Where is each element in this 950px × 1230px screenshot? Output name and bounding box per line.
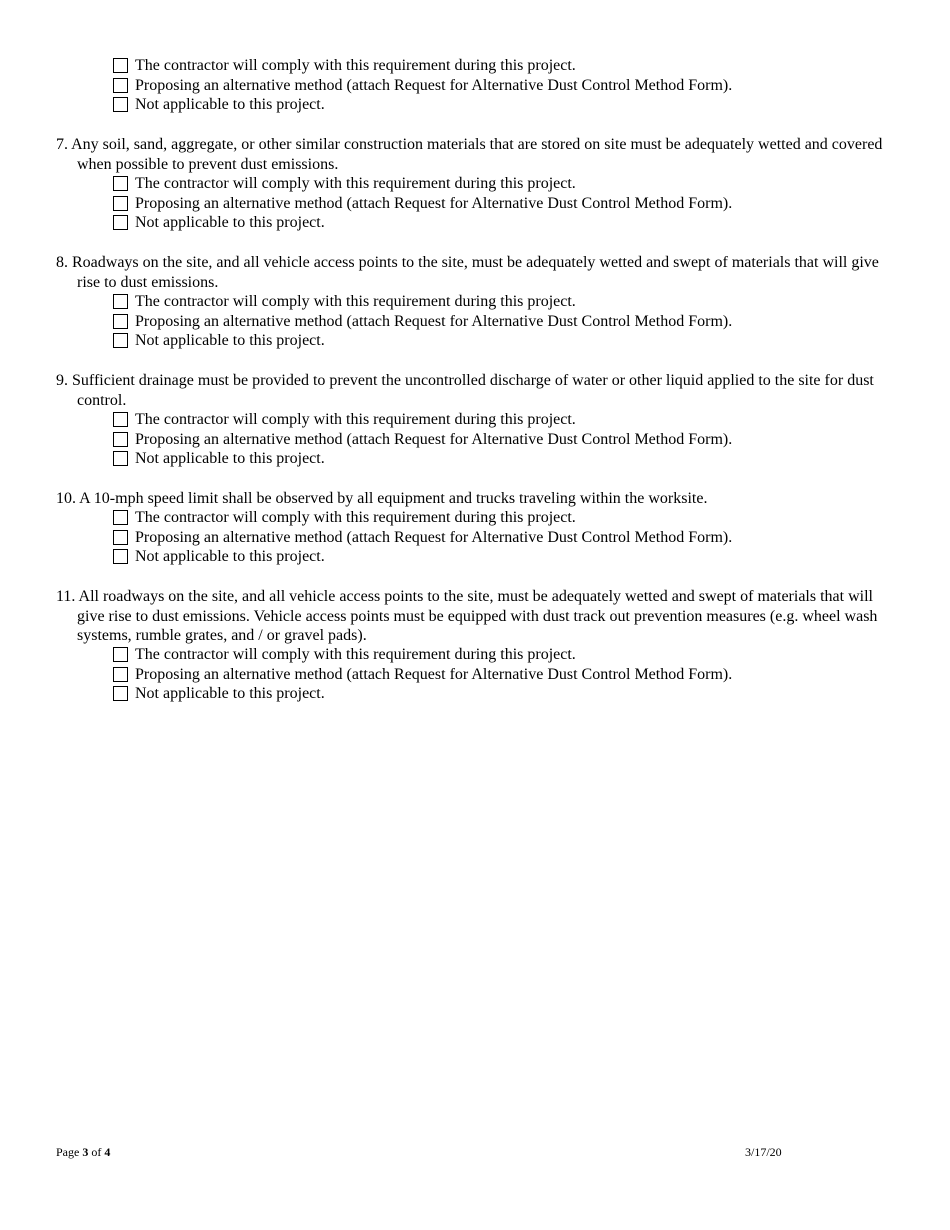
- item-7-body: Any soil, sand, aggregate, or other similar construction materials that are stored on site must be adequately wetted and covered when possible to prevent dust emissions.: [71, 136, 883, 173]
- checkbox-not-applicable[interactable]: [113, 215, 128, 230]
- option-not-applicable: [113, 547, 732, 567]
- checkbox-comply[interactable]: [113, 647, 128, 662]
- option-not-applicable-label: Not applicable to this project.: [135, 332, 325, 350]
- option-comply: [113, 292, 732, 312]
- option-comply: [113, 410, 732, 430]
- option-comply-label: The contractor will comply with this requirement during this project.: [135, 175, 576, 192]
- item-11-options: [113, 645, 732, 704]
- option-not-applicable-label: Not applicable to this project.: [135, 548, 325, 566]
- checkbox-comply[interactable]: [113, 412, 128, 427]
- option-comply-label: The contractor will comply with this requirement during this project.: [135, 411, 576, 428]
- option-comply: [113, 174, 732, 194]
- checkbox-alternative[interactable]: [113, 667, 128, 682]
- option-alternative-label: Proposing an alternative method (attach Request for Alternative Dust Control Method Form).: [135, 194, 733, 212]
- page-word: Page: [56, 1145, 80, 1159]
- option-alternative-label: Proposing an alternative method (attach Request for Alternative Dust Control Method Form).: [135, 430, 733, 448]
- checkbox-alternative[interactable]: [113, 432, 128, 447]
- checkbox-not-applicable[interactable]: [113, 686, 128, 701]
- checkbox-not-applicable[interactable]: [113, 97, 128, 112]
- item-6-options: [113, 56, 732, 115]
- page-number: [56, 1145, 110, 1160]
- option-not-applicable-label: Not applicable to this project.: [135, 96, 325, 114]
- checkbox-alternative[interactable]: [113, 314, 128, 329]
- option-not-applicable: [113, 331, 732, 351]
- item-10-text: [56, 489, 886, 509]
- option-comply: [113, 508, 732, 528]
- checkbox-comply[interactable]: [113, 176, 128, 191]
- checkbox-alternative[interactable]: [113, 78, 128, 93]
- option-not-applicable-label: Not applicable to this project.: [135, 450, 325, 468]
- item-8-body: Roadways on the site, and all vehicle access points to the site, must be adequately wetted and swept of materials that will give rise to dust emissions.: [72, 254, 879, 291]
- option-comply-label: The contractor will comply with this requirement during this project.: [135, 646, 576, 663]
- item-8-options: [113, 292, 732, 351]
- checkbox-not-applicable[interactable]: [113, 451, 128, 466]
- option-alternative-label: Proposing an alternative method (attach Request for Alternative Dust Control Method Form).: [135, 665, 733, 683]
- option-comply-label: The contractor will comply with this requirement during this project.: [135, 57, 576, 74]
- option-alternative-label: Proposing an alternative method (attach Request for Alternative Dust Control Method Form).: [135, 76, 733, 94]
- item-11-text: [56, 587, 886, 646]
- checkbox-comply[interactable]: [113, 294, 128, 309]
- item-8-text: [56, 253, 886, 292]
- item-11-number: 11.: [56, 588, 76, 605]
- item-11-body: All roadways on the site, and all vehicle access points to the site, must be adequately wetted and swept of materials that will give rise to dust emissions. Vehicle access points must be equipped with dust track out prevention measures (e.g. wheel wash systems, rumble grates, and / or gravel pads).: [77, 588, 878, 644]
- option-alternative-label: Proposing an alternative method (attach Request for Alternative Dust Control Method Form).: [135, 528, 733, 546]
- option-not-applicable: [113, 684, 732, 704]
- option-comply: [113, 56, 732, 76]
- option-not-applicable-label: Not applicable to this project.: [135, 685, 325, 703]
- page-total: 4: [104, 1145, 111, 1159]
- item-9-options: [113, 410, 732, 469]
- option-not-applicable: [113, 213, 732, 233]
- checkbox-not-applicable[interactable]: [113, 549, 128, 564]
- option-alternative: [113, 665, 732, 685]
- item-7-number: 7.: [56, 136, 68, 153]
- checkbox-alternative[interactable]: [113, 530, 128, 545]
- item-9-number: 9.: [56, 372, 68, 389]
- checkbox-not-applicable[interactable]: [113, 333, 128, 348]
- option-alternative: [113, 194, 732, 214]
- item-8-number: 8.: [56, 254, 68, 271]
- option-alternative-label: Proposing an alternative method (attach Request for Alternative Dust Control Method Form).: [135, 312, 733, 330]
- item-9-text: [56, 371, 886, 410]
- option-comply: [113, 645, 732, 665]
- checkbox-comply[interactable]: [113, 58, 128, 73]
- page-of: of: [91, 1145, 102, 1159]
- option-comply-label: The contractor will comply with this requirement during this project.: [135, 293, 576, 310]
- option-alternative: [113, 430, 732, 450]
- option-alternative: [113, 312, 732, 332]
- item-7-text: [56, 135, 886, 174]
- item-7-options: [113, 174, 732, 233]
- revision-date: 3/17/20: [745, 1145, 782, 1159]
- item-10-body: A 10-mph speed limit shall be observed by all equipment and trucks traveling within the worksite.: [79, 490, 708, 507]
- option-alternative: [113, 76, 732, 96]
- option-comply-label: The contractor will comply with this requirement during this project.: [135, 509, 576, 526]
- option-not-applicable: [113, 95, 732, 115]
- option-not-applicable: [113, 449, 732, 469]
- item-10-options: [113, 508, 732, 567]
- item-9-body: Sufficient drainage must be provided to prevent the uncontrolled discharge of water or other liquid applied to the site for dust control.: [72, 372, 874, 409]
- checkbox-alternative[interactable]: [113, 196, 128, 211]
- page-current: 3: [82, 1145, 89, 1159]
- option-alternative: [113, 528, 732, 548]
- option-not-applicable-label: Not applicable to this project.: [135, 214, 325, 232]
- checkbox-comply[interactable]: [113, 510, 128, 525]
- item-10-number: 10.: [56, 490, 76, 507]
